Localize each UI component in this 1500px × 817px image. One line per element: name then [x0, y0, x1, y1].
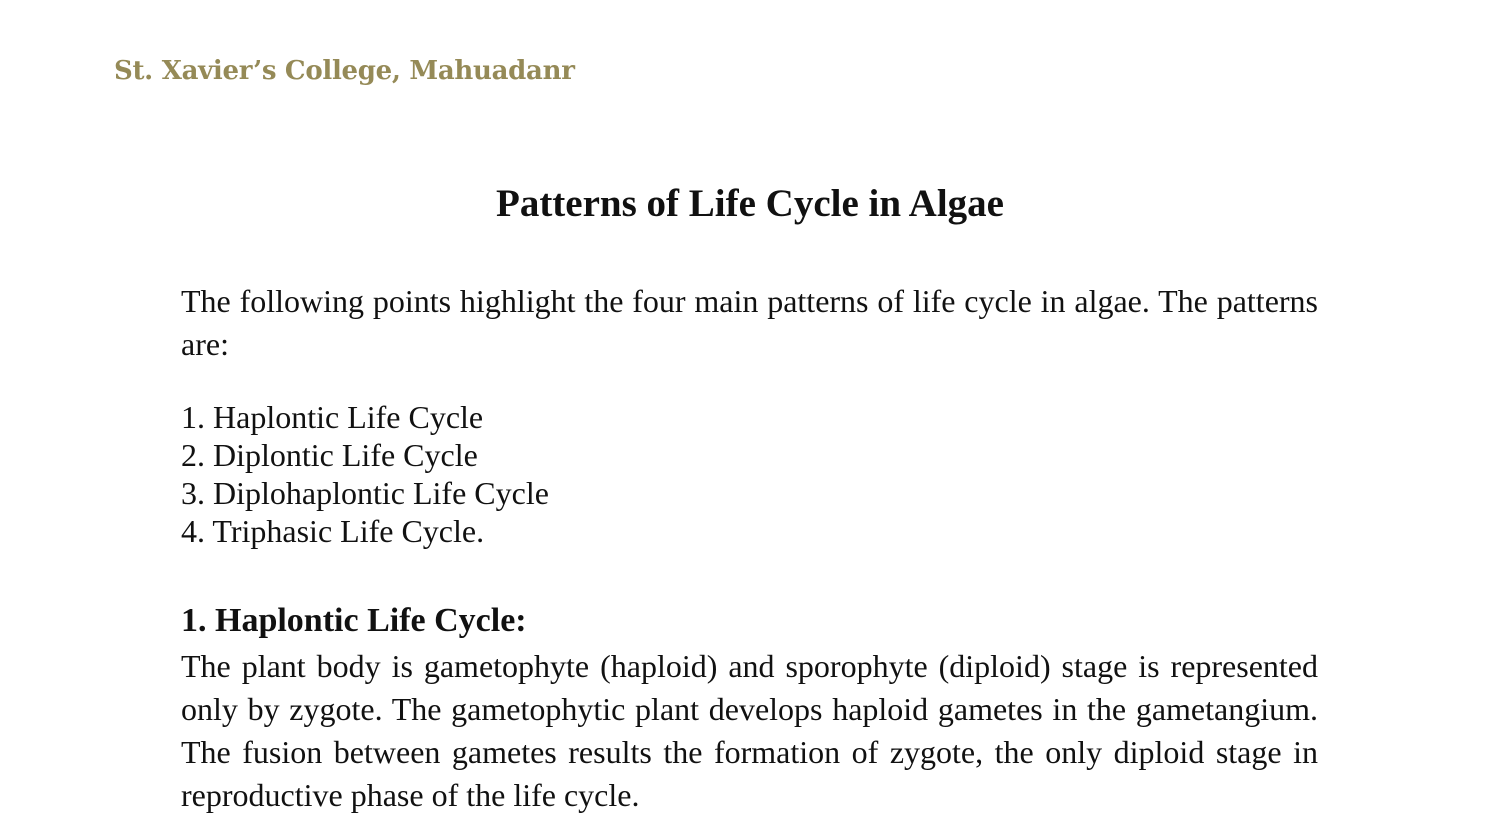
section-body-haplontic: The plant body is gametophyte (haploid) and sporophyte (diploid) stage is represented only by zygote. The gametophytic plant develops haploid gametes in the gametangium. The fusion between gametes results the formation of zygote, the only diploid stage in reproductive phase of the life cycle.: [181, 648, 1318, 813]
list-item: 4. Triphasic Life Cycle.: [181, 513, 485, 549]
list-item: 3. Diplohaplontic Life Cycle: [181, 475, 549, 511]
college-header: St. Xavier’s College, Mahuadanr: [114, 56, 575, 86]
section-heading-haplontic: 1. Haplontic Life Cycle:: [181, 602, 527, 639]
patterns-list: [181, 398, 549, 550]
list-item: 2. Diplontic Life Cycle: [181, 437, 478, 473]
list-item: 1. Haplontic Life Cycle: [181, 399, 484, 435]
document-title: Patterns of Life Cycle in Algae: [496, 182, 1004, 225]
intro-paragraph: The following points highlight the four main patterns of life cycle in algae. The patterns are:: [181, 283, 1318, 362]
